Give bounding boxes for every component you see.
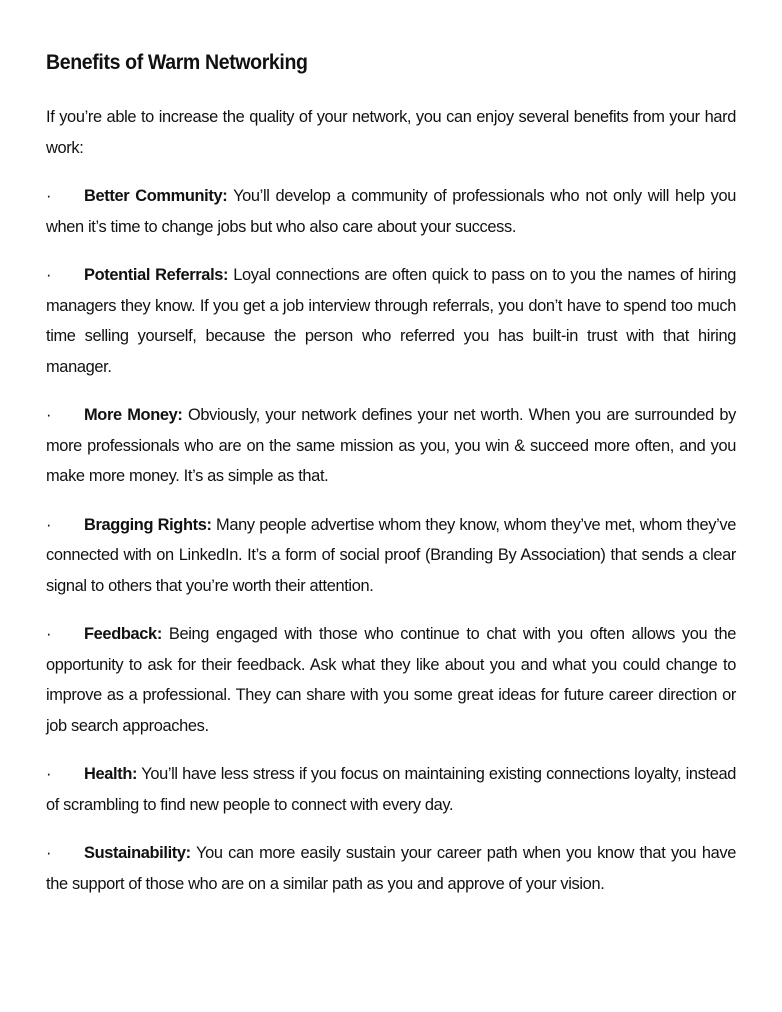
bullet-icon: · <box>46 625 52 643</box>
benefit-text: You’ll develop a community of professionals who not only will help you when it’s time to change jobs but who also care about your success. <box>46 187 737 236</box>
benefit-text: Obviously, your network defines your net worth. When you are surrounded by more professionals who are on the same mission as you, you win & succeed more often, and you make more money. It’s as simple as that. <box>46 406 736 485</box>
benefit-text: You’ll have less stress if you focus on maintaining existing connections loyalty, instead of scrambling to find new people to connect with every day. <box>46 765 736 814</box>
benefit-term: Health: <box>84 765 138 783</box>
benefit-text: Being engaged with those who continue to chat with you often allows you the opportunity to ask for their feedback. Ask what they like about you and what you could change to improve as a professional. They can share with you some great ideas for future career direction or job search approaches. <box>46 625 736 735</box>
benefit-term: More Money: <box>84 406 183 424</box>
intro-paragraph: If you’re able to increase the quality of your network, you can enjoy several benefits from your hard work: <box>46 108 736 157</box>
bullet-icon: · <box>46 406 52 424</box>
benefit-text: You can more easily sustain your career path when you know that you have the support of those who are on a similar path as you and approve of your vision. <box>46 844 736 893</box>
benefit-item-bragging-rights <box>46 510 736 602</box>
bullet-icon: · <box>46 765 52 783</box>
document-page <box>46 48 736 917</box>
benefit-item-health <box>46 759 736 820</box>
bullet-icon: · <box>46 266 52 284</box>
benefit-item-feedback <box>46 619 736 741</box>
benefit-text: Many people advertise whom they know, whom they’ve met, whom they’ve connected with on LinkedIn. It’s a form of social proof (Branding By Association) that sends a clear signal to others that you’re worth their attention. <box>46 515 736 595</box>
benefit-item-better-community <box>46 181 736 242</box>
benefit-term: Bragging Rights: <box>84 515 212 534</box>
benefit-term: Potential Referrals: <box>84 266 229 284</box>
benefit-item-more-money <box>46 400 736 492</box>
page-title: Benefits of Warm Networking <box>46 51 308 74</box>
benefit-term: Better Community: <box>84 187 228 205</box>
benefit-item-potential-referrals <box>46 260 736 382</box>
bullet-icon: · <box>46 187 52 205</box>
benefit-term: Sustainability: <box>84 844 191 862</box>
benefit-term: Feedback: <box>84 625 162 643</box>
bullet-icon: · <box>46 844 52 862</box>
benefit-text: Loyal connections are often quick to pass on to you the names of hiring managers they know. If you get a job interview through referrals, you don’t have to spend too much time selling yourself, because the person who referred you has built-in trust with that hiring manager. <box>46 266 737 376</box>
benefit-item-sustainability <box>46 838 736 899</box>
bullet-icon: · <box>46 515 52 534</box>
